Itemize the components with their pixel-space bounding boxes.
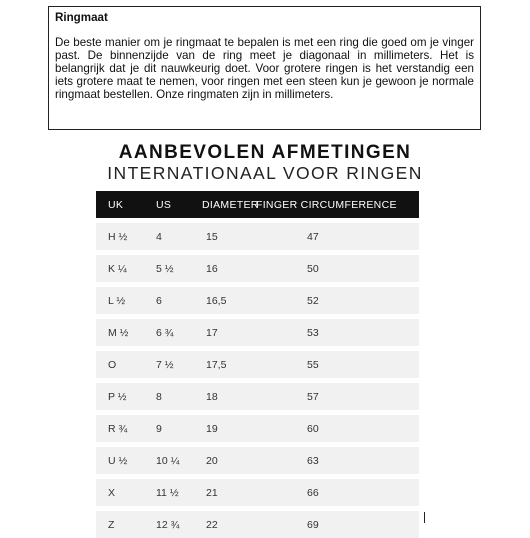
cell-diameter: 16 [206,262,218,275]
cell-us: 10 ¼ [156,454,180,467]
table-row [96,287,419,314]
cell-uk: O [108,358,117,371]
table-row [96,415,419,442]
column-header-us: US [156,198,172,211]
cell-diameter: 20 [206,454,218,467]
cell-circumference: 63 [307,454,319,467]
size-chart-title: AANBEVOLEN AFMETINGEN [118,142,412,163]
info-title: Ringmaat [55,11,108,24]
info-body: De beste manier om je ringmaat te bepalen is met een ring die goed om je vinger past. De binnenzijde van de ring meet je diagonaal in millimeters. Het is belangrijk dat je dit nauwkeurig doet. Voor grotere ringen is het verstandig een iets grotere maat te nemen, voor ringen met een steen kun je gewoon je normale ringmaat bestellen. Onze ringmaten zijn in millimeters. [55,36,474,101]
cell-uk: U ½ [108,454,128,467]
cell-circumference: 57 [307,390,319,403]
table-row [96,479,419,506]
cell-us: 7 ½ [156,358,174,371]
table-row [96,447,419,474]
cell-us: 4 [156,230,162,243]
table-row [96,511,419,538]
cell-circumference: 50 [307,262,319,275]
cell-us: 6 [156,294,162,307]
cell-us: 6 ¾ [156,326,174,339]
cell-uk: M ½ [108,326,129,339]
cell-us: 5 ½ [156,262,174,275]
size-chart-subtitle: INTERNATIONAAL VOOR RINGEN [107,163,423,183]
cell-diameter: 17 [206,326,218,339]
cell-uk: R ¾ [108,422,128,435]
cell-uk: K ¼ [108,262,127,275]
cell-circumference: 55 [307,358,319,371]
cell-circumference: 47 [307,230,319,243]
cell-circumference: 60 [307,422,319,435]
cell-diameter: 21 [206,486,218,499]
cell-diameter: 18 [206,390,218,403]
cell-circumference: 53 [307,326,319,339]
cell-us: 8 [156,390,162,403]
ring-size-table [96,191,419,538]
table-row [96,223,419,250]
cell-circumference: 69 [307,518,319,531]
cell-diameter: 15 [206,230,218,243]
cell-diameter: 19 [206,422,218,435]
cell-uk: P ½ [108,390,127,403]
cell-uk: X [108,486,116,499]
cell-uk: L ½ [108,294,126,307]
cell-diameter: 22 [206,518,218,531]
table-header [96,191,419,218]
table-row [96,383,419,410]
column-header-uk: UK [108,198,124,211]
column-header-diameter: DIAMETER [202,198,259,211]
table-row [96,319,419,346]
text-cursor [424,512,425,523]
cell-diameter: 16,5 [206,294,227,307]
cell-us: 12 ¾ [156,518,180,531]
ring-size-info-box [48,6,481,130]
cell-circumference: 52 [307,294,319,307]
table-row [96,255,419,282]
cell-circumference: 66 [307,486,319,499]
cell-uk: Z [108,518,115,531]
column-header-circumference: FINGER CIRCUMFERENCE [256,198,397,211]
table-row [96,351,419,378]
cell-uk: H ½ [108,230,128,243]
cell-us: 11 ½ [156,486,179,499]
cell-us: 9 [156,422,162,435]
cell-diameter: 17,5 [206,358,227,371]
